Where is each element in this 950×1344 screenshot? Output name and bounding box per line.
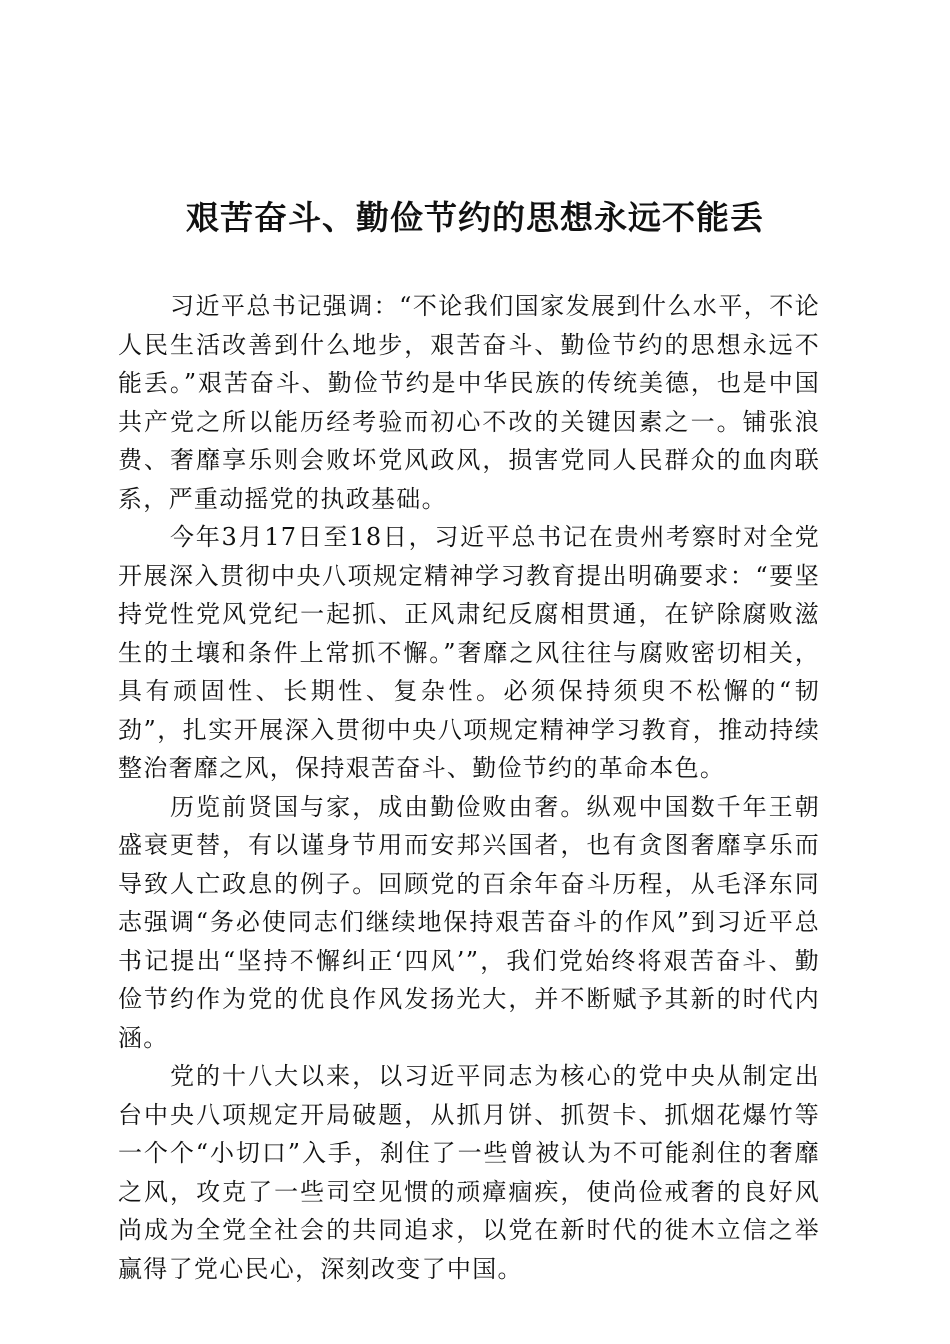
paragraph: 历览前贤国与家，成由勤俭败由奢。纵观中国数千年王朝盛衰更替，有以谨身节用而安邦兴国者，也有贪图奢靡享乐而导致人亡政息的例子。回顾党的百余年奋斗历程，从毛泽东同志强调“务必使同志们继续地保持艰苦奋斗的作风”到习近平总书记提出“坚持不懈纠正‘四风’”，我们党始终将艰苦奋斗、勤俭节约作为党的优良作风发扬光大，并不断赋予其新的时代内涵。 bbox=[118, 792, 820, 1052]
paragraph: 今年3月17日至18日，习近平总书记在贵州考察时对全党开展深入贯彻中央八项规定精神学习教育提出明确要求：“要坚持党性党风党纪一起抓、正风肃纪反腐相贯通，在铲除腐败滋生的土壤和条件上常抓不懈。”奢靡之风往往与腐败密切相关，具有顽固性、长期性、复杂性。必须保持须臾不松懈的“韧劲”，扎实开展深入贯彻中央八项规定精神学习教育，推动持续整治奢靡之风，保持艰苦奋斗、勤俭节约的革命本色。 bbox=[118, 523, 820, 782]
document-body bbox=[118, 287, 820, 1288]
paragraph: 党的十八大以来，以习近平同志为核心的党中央从制定出台中央八项规定开局破题，从抓月饼、抓贺卡、抓烟花爆竹等一个个“小切口”入手，刹住了一些曾被认为不可能刹住的奢靡之风，攻克了一些司空见惯的顽瘴痼疾，使尚俭戒奢的良好风尚成为全党全社会的共同追求，以党在新时代的徙木立信之举赢得了党心民心，深刻改变了中国。 bbox=[118, 1062, 820, 1283]
paragraph: 习近平总书记强调：“不论我们国家发展到什么水平，不论人民生活改善到什么地步，艰苦奋斗、勤俭节约的思想永远不能丢。”艰苦奋斗、勤俭节约是中华民族的传统美德，也是中国共产党之所以能历经考验而初心不改的关键因素之一。铺张浪费、奢靡享乐则会败坏党风政风，损害党同人民群众的血肉联系，严重动摇党的执政基础。 bbox=[118, 292, 820, 513]
document-title: 艰苦奋斗、勤俭节约的思想永远不能丢 bbox=[186, 198, 764, 237]
